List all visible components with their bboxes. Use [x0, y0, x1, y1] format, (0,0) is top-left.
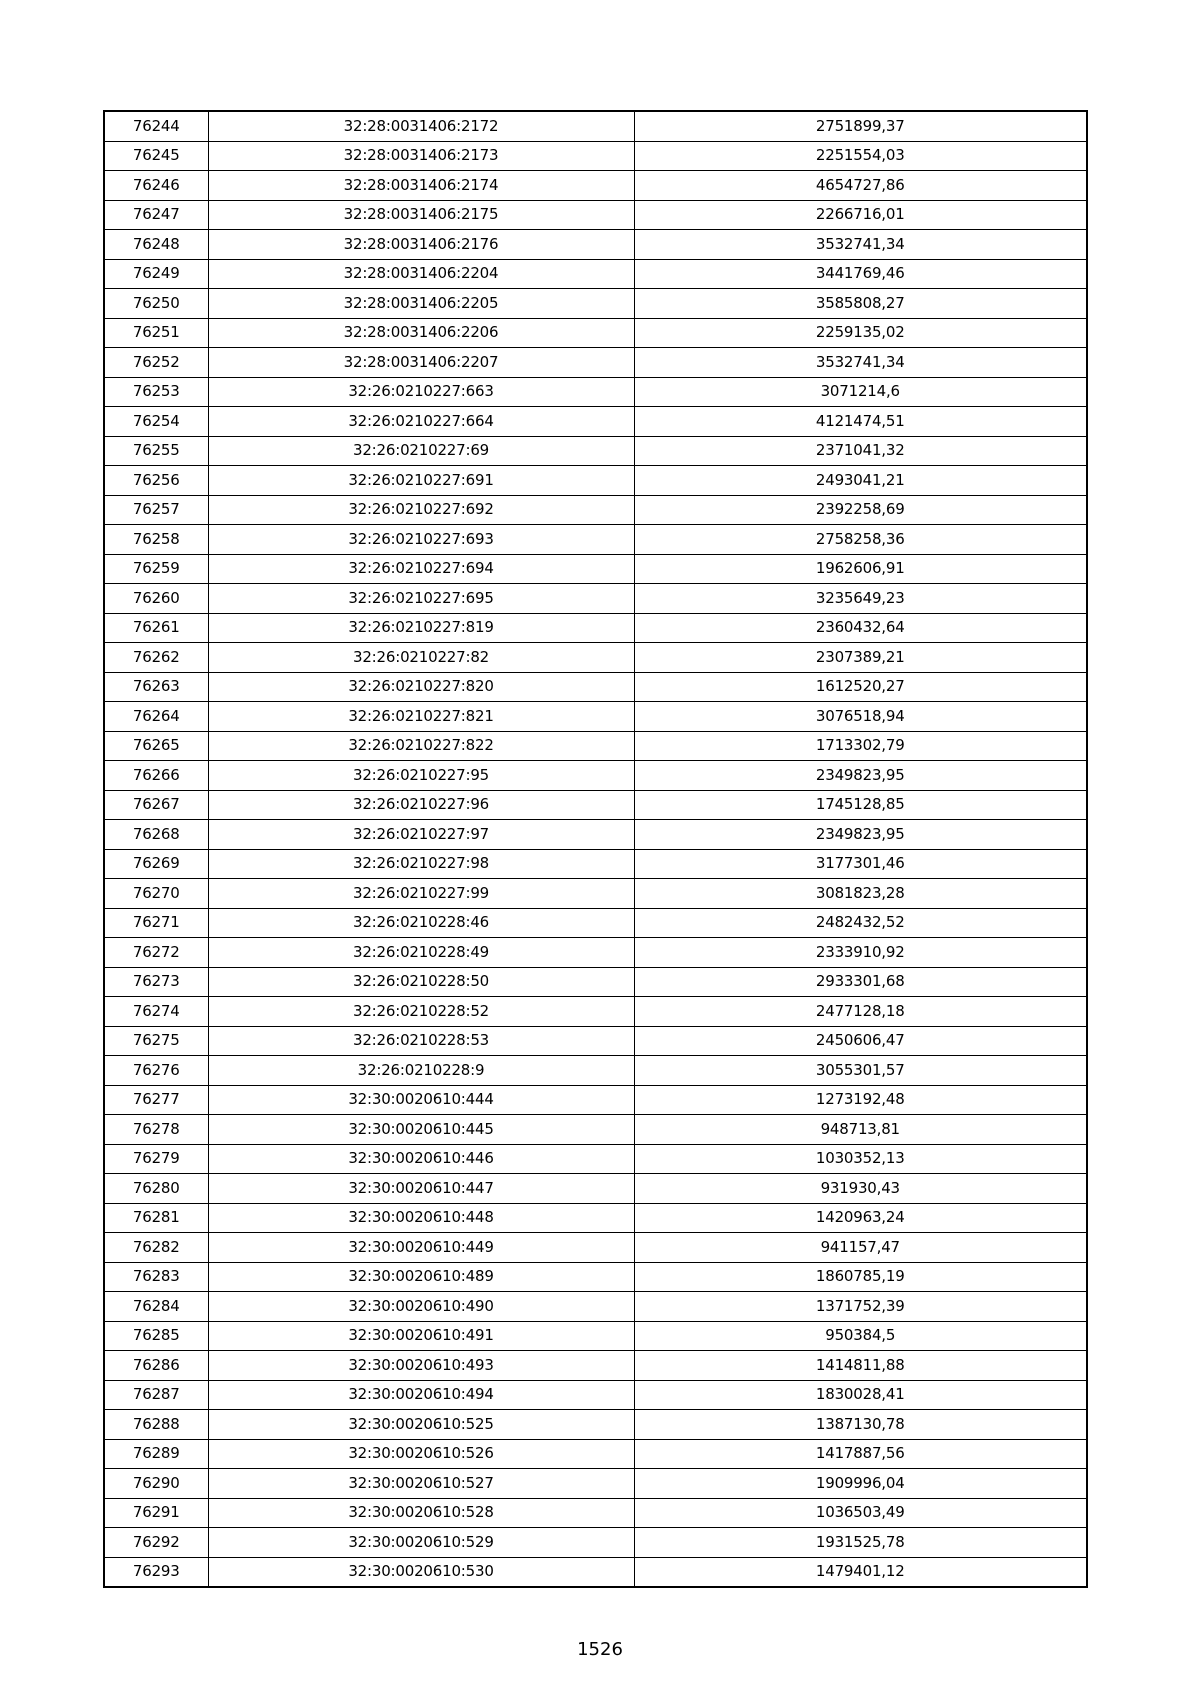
- value-cell: 2371041,32: [634, 436, 1087, 466]
- table-row: [104, 672, 1087, 702]
- table-row: [104, 820, 1087, 850]
- row-number-cell: 76286: [104, 1351, 208, 1381]
- cadastral-number-cell: 32:26:0210227:822: [208, 731, 634, 761]
- table-row: [104, 171, 1087, 201]
- value-cell: 2751899,37: [634, 111, 1087, 141]
- value-cell: 1417887,56: [634, 1439, 1087, 1469]
- table-row: [104, 289, 1087, 319]
- table-row: [104, 1144, 1087, 1174]
- value-cell: 1420963,24: [634, 1203, 1087, 1233]
- value-cell: 2450606,47: [634, 1026, 1087, 1056]
- page-number: 1526: [577, 1639, 623, 1660]
- table-row: [104, 525, 1087, 555]
- cadastral-number-cell: 32:30:0020610:490: [208, 1292, 634, 1322]
- value-cell: 2307389,21: [634, 643, 1087, 673]
- row-number-cell: 76260: [104, 584, 208, 614]
- row-number-cell: 76253: [104, 377, 208, 407]
- table-row: [104, 1469, 1087, 1499]
- value-cell: 2758258,36: [634, 525, 1087, 555]
- cadastral-number-cell: 32:26:0210227:692: [208, 495, 634, 525]
- value-cell: 3441769,46: [634, 259, 1087, 289]
- value-cell: 3532741,34: [634, 348, 1087, 378]
- table-row: [104, 849, 1087, 879]
- cadastral-number-cell: 32:26:0210228:46: [208, 908, 634, 938]
- row-number-cell: 76285: [104, 1321, 208, 1351]
- value-cell: 950384,5: [634, 1321, 1087, 1351]
- value-cell: 4654727,86: [634, 171, 1087, 201]
- row-number-cell: 76247: [104, 200, 208, 230]
- cadastral-number-cell: 32:26:0210227:69: [208, 436, 634, 466]
- row-number-cell: 76265: [104, 731, 208, 761]
- value-cell: 3055301,57: [634, 1056, 1087, 1086]
- row-number-cell: 76258: [104, 525, 208, 555]
- value-cell: 3081823,28: [634, 879, 1087, 909]
- cadastral-number-cell: 32:26:0210227:99: [208, 879, 634, 909]
- cadastral-number-cell: 32:30:0020610:445: [208, 1115, 634, 1145]
- table-row: [104, 111, 1087, 141]
- value-cell: 1479401,12: [634, 1557, 1087, 1587]
- cadastral-number-cell: 32:26:0210227:821: [208, 702, 634, 732]
- table-row: [104, 790, 1087, 820]
- cadastral-number-cell: 32:30:0020610:530: [208, 1557, 634, 1587]
- row-number-cell: 76248: [104, 230, 208, 260]
- value-cell: 1030352,13: [634, 1144, 1087, 1174]
- cadastral-number-cell: 32:26:0210227:693: [208, 525, 634, 555]
- table-row: [104, 1380, 1087, 1410]
- row-number-cell: 76249: [104, 259, 208, 289]
- row-number-cell: 76273: [104, 967, 208, 997]
- value-cell: 2259135,02: [634, 318, 1087, 348]
- table-row: [104, 407, 1087, 437]
- row-number-cell: 76262: [104, 643, 208, 673]
- table-row: [104, 584, 1087, 614]
- table-row: [104, 938, 1087, 968]
- row-number-cell: 76268: [104, 820, 208, 850]
- table-row: [104, 466, 1087, 496]
- row-number-cell: 76281: [104, 1203, 208, 1233]
- row-number-cell: 76263: [104, 672, 208, 702]
- row-number-cell: 76261: [104, 613, 208, 643]
- cadastral-number-cell: 32:28:0031406:2176: [208, 230, 634, 260]
- row-number-cell: 76278: [104, 1115, 208, 1145]
- table-row: [104, 1233, 1087, 1263]
- cadastral-number-cell: 32:26:0210227:819: [208, 613, 634, 643]
- value-cell: 1931525,78: [634, 1528, 1087, 1558]
- table-row: [104, 141, 1087, 171]
- row-number-cell: 76274: [104, 997, 208, 1027]
- cadastral-number-cell: 32:30:0020610:448: [208, 1203, 634, 1233]
- row-number-cell: 76293: [104, 1557, 208, 1587]
- row-number-cell: 76280: [104, 1174, 208, 1204]
- cadastral-number-cell: 32:26:0210227:98: [208, 849, 634, 879]
- value-cell: 1612520,27: [634, 672, 1087, 702]
- cadastral-number-cell: 32:28:0031406:2206: [208, 318, 634, 348]
- value-cell: 2266716,01: [634, 200, 1087, 230]
- value-cell: 1962606,91: [634, 554, 1087, 584]
- cadastral-number-cell: 32:26:0210227:96: [208, 790, 634, 820]
- row-number-cell: 76267: [104, 790, 208, 820]
- row-number-cell: 76272: [104, 938, 208, 968]
- value-cell: 941157,47: [634, 1233, 1087, 1263]
- row-number-cell: 76266: [104, 761, 208, 791]
- cadastral-number-cell: 32:28:0031406:2173: [208, 141, 634, 171]
- value-cell: 1909996,04: [634, 1469, 1087, 1499]
- table-row: [104, 1115, 1087, 1145]
- table-row: [104, 1439, 1087, 1469]
- value-cell: 3585808,27: [634, 289, 1087, 319]
- table-row: [104, 643, 1087, 673]
- row-number-cell: 76246: [104, 171, 208, 201]
- cadastral-number-cell: 32:28:0031406:2207: [208, 348, 634, 378]
- row-number-cell: 76288: [104, 1410, 208, 1440]
- table-row: [104, 1410, 1087, 1440]
- table-row: [104, 230, 1087, 260]
- table-row: [104, 997, 1087, 1027]
- value-cell: 2333910,92: [634, 938, 1087, 968]
- row-number-cell: 76279: [104, 1144, 208, 1174]
- cadastral-number-cell: 32:30:0020610:489: [208, 1262, 634, 1292]
- registry-table: [103, 110, 1088, 1588]
- row-number-cell: 76254: [104, 407, 208, 437]
- cadastral-number-cell: 32:30:0020610:493: [208, 1351, 634, 1381]
- value-cell: 3076518,94: [634, 702, 1087, 732]
- row-number-cell: 76251: [104, 318, 208, 348]
- value-cell: 1387130,78: [634, 1410, 1087, 1440]
- row-number-cell: 76270: [104, 879, 208, 909]
- table-row: [104, 1557, 1087, 1587]
- cadastral-number-cell: 32:28:0031406:2205: [208, 289, 634, 319]
- value-cell: 1830028,41: [634, 1380, 1087, 1410]
- row-number-cell: 76244: [104, 111, 208, 141]
- cadastral-number-cell: 32:30:0020610:444: [208, 1085, 634, 1115]
- value-cell: 1036503,49: [634, 1498, 1087, 1528]
- row-number-cell: 76283: [104, 1262, 208, 1292]
- value-cell: 2493041,21: [634, 466, 1087, 496]
- row-number-cell: 76264: [104, 702, 208, 732]
- value-cell: 1860785,19: [634, 1262, 1087, 1292]
- table-row: [104, 495, 1087, 525]
- cadastral-number-cell: 32:26:0210228:9: [208, 1056, 634, 1086]
- value-cell: 3235649,23: [634, 584, 1087, 614]
- cadastral-number-cell: 32:30:0020610:528: [208, 1498, 634, 1528]
- row-number-cell: 76292: [104, 1528, 208, 1558]
- table-row: [104, 702, 1087, 732]
- cadastral-number-cell: 32:26:0210227:95: [208, 761, 634, 791]
- cadastral-number-cell: 32:26:0210227:82: [208, 643, 634, 673]
- table-row: [104, 613, 1087, 643]
- table-row: [104, 1498, 1087, 1528]
- table-row: [104, 554, 1087, 584]
- cadastral-number-cell: 32:30:0020610:447: [208, 1174, 634, 1204]
- value-cell: 1713302,79: [634, 731, 1087, 761]
- table-row: [104, 1026, 1087, 1056]
- table-row: [104, 761, 1087, 791]
- cadastral-number-cell: 32:26:0210228:50: [208, 967, 634, 997]
- cadastral-number-cell: 32:26:0210227:663: [208, 377, 634, 407]
- value-cell: 3532741,34: [634, 230, 1087, 260]
- table-row: [104, 259, 1087, 289]
- cadastral-number-cell: 32:30:0020610:526: [208, 1439, 634, 1469]
- row-number-cell: 76287: [104, 1380, 208, 1410]
- value-cell: 1414811,88: [634, 1351, 1087, 1381]
- table-row: [104, 731, 1087, 761]
- table-row: [104, 1085, 1087, 1115]
- table-row: [104, 1056, 1087, 1086]
- cadastral-number-cell: 32:28:0031406:2204: [208, 259, 634, 289]
- value-cell: 2251554,03: [634, 141, 1087, 171]
- cadastral-number-cell: 32:26:0210228:53: [208, 1026, 634, 1056]
- value-cell: 2933301,68: [634, 967, 1087, 997]
- registry-table-body: [104, 111, 1087, 1587]
- cadastral-number-cell: 32:30:0020610:529: [208, 1528, 634, 1558]
- table-row: [104, 436, 1087, 466]
- value-cell: 2349823,95: [634, 820, 1087, 850]
- value-cell: 1273192,48: [634, 1085, 1087, 1115]
- table-row: [104, 908, 1087, 938]
- value-cell: 1745128,85: [634, 790, 1087, 820]
- value-cell: 2482432,52: [634, 908, 1087, 938]
- table-row: [104, 1321, 1087, 1351]
- row-number-cell: 76252: [104, 348, 208, 378]
- cadastral-number-cell: 32:30:0020610:491: [208, 1321, 634, 1351]
- cadastral-number-cell: 32:28:0031406:2174: [208, 171, 634, 201]
- table-row: [104, 1292, 1087, 1322]
- row-number-cell: 76255: [104, 436, 208, 466]
- table-row: [104, 1174, 1087, 1204]
- row-number-cell: 76276: [104, 1056, 208, 1086]
- row-number-cell: 76291: [104, 1498, 208, 1528]
- cadastral-number-cell: 32:30:0020610:494: [208, 1380, 634, 1410]
- row-number-cell: 76275: [104, 1026, 208, 1056]
- row-number-cell: 76256: [104, 466, 208, 496]
- value-cell: 2360432,64: [634, 613, 1087, 643]
- row-number-cell: 76269: [104, 849, 208, 879]
- table-row: [104, 967, 1087, 997]
- value-cell: 2477128,18: [634, 997, 1087, 1027]
- cadastral-number-cell: 32:26:0210227:695: [208, 584, 634, 614]
- cadastral-number-cell: 32:28:0031406:2172: [208, 111, 634, 141]
- value-cell: 1371752,39: [634, 1292, 1087, 1322]
- table-row: [104, 318, 1087, 348]
- cadastral-number-cell: 32:30:0020610:527: [208, 1469, 634, 1499]
- cadastral-number-cell: 32:26:0210227:820: [208, 672, 634, 702]
- value-cell: 3071214,6: [634, 377, 1087, 407]
- row-number-cell: 76245: [104, 141, 208, 171]
- table-row: [104, 1203, 1087, 1233]
- row-number-cell: 76289: [104, 1439, 208, 1469]
- row-number-cell: 76250: [104, 289, 208, 319]
- cadastral-number-cell: 32:30:0020610:446: [208, 1144, 634, 1174]
- value-cell: 948713,81: [634, 1115, 1087, 1145]
- table-row: [104, 377, 1087, 407]
- table-row: [104, 200, 1087, 230]
- cadastral-number-cell: 32:26:0210227:664: [208, 407, 634, 437]
- row-number-cell: 76284: [104, 1292, 208, 1322]
- cadastral-number-cell: 32:30:0020610:525: [208, 1410, 634, 1440]
- value-cell: 4121474,51: [634, 407, 1087, 437]
- value-cell: 931930,43: [634, 1174, 1087, 1204]
- table-row: [104, 1528, 1087, 1558]
- row-number-cell: 76277: [104, 1085, 208, 1115]
- cadastral-number-cell: 32:26:0210227:694: [208, 554, 634, 584]
- table-row: [104, 1351, 1087, 1381]
- row-number-cell: 76282: [104, 1233, 208, 1263]
- table-row: [104, 879, 1087, 909]
- cadastral-number-cell: 32:26:0210228:49: [208, 938, 634, 968]
- value-cell: 3177301,46: [634, 849, 1087, 879]
- table-row: [104, 1262, 1087, 1292]
- cadastral-number-cell: 32:26:0210228:52: [208, 997, 634, 1027]
- cadastral-number-cell: 32:30:0020610:449: [208, 1233, 634, 1263]
- value-cell: 2392258,69: [634, 495, 1087, 525]
- cadastral-number-cell: 32:26:0210227:97: [208, 820, 634, 850]
- row-number-cell: 76259: [104, 554, 208, 584]
- table-row: [104, 348, 1087, 378]
- cadastral-number-cell: 32:28:0031406:2175: [208, 200, 634, 230]
- row-number-cell: 76271: [104, 908, 208, 938]
- row-number-cell: 76290: [104, 1469, 208, 1499]
- cadastral-number-cell: 32:26:0210227:691: [208, 466, 634, 496]
- value-cell: 2349823,95: [634, 761, 1087, 791]
- row-number-cell: 76257: [104, 495, 208, 525]
